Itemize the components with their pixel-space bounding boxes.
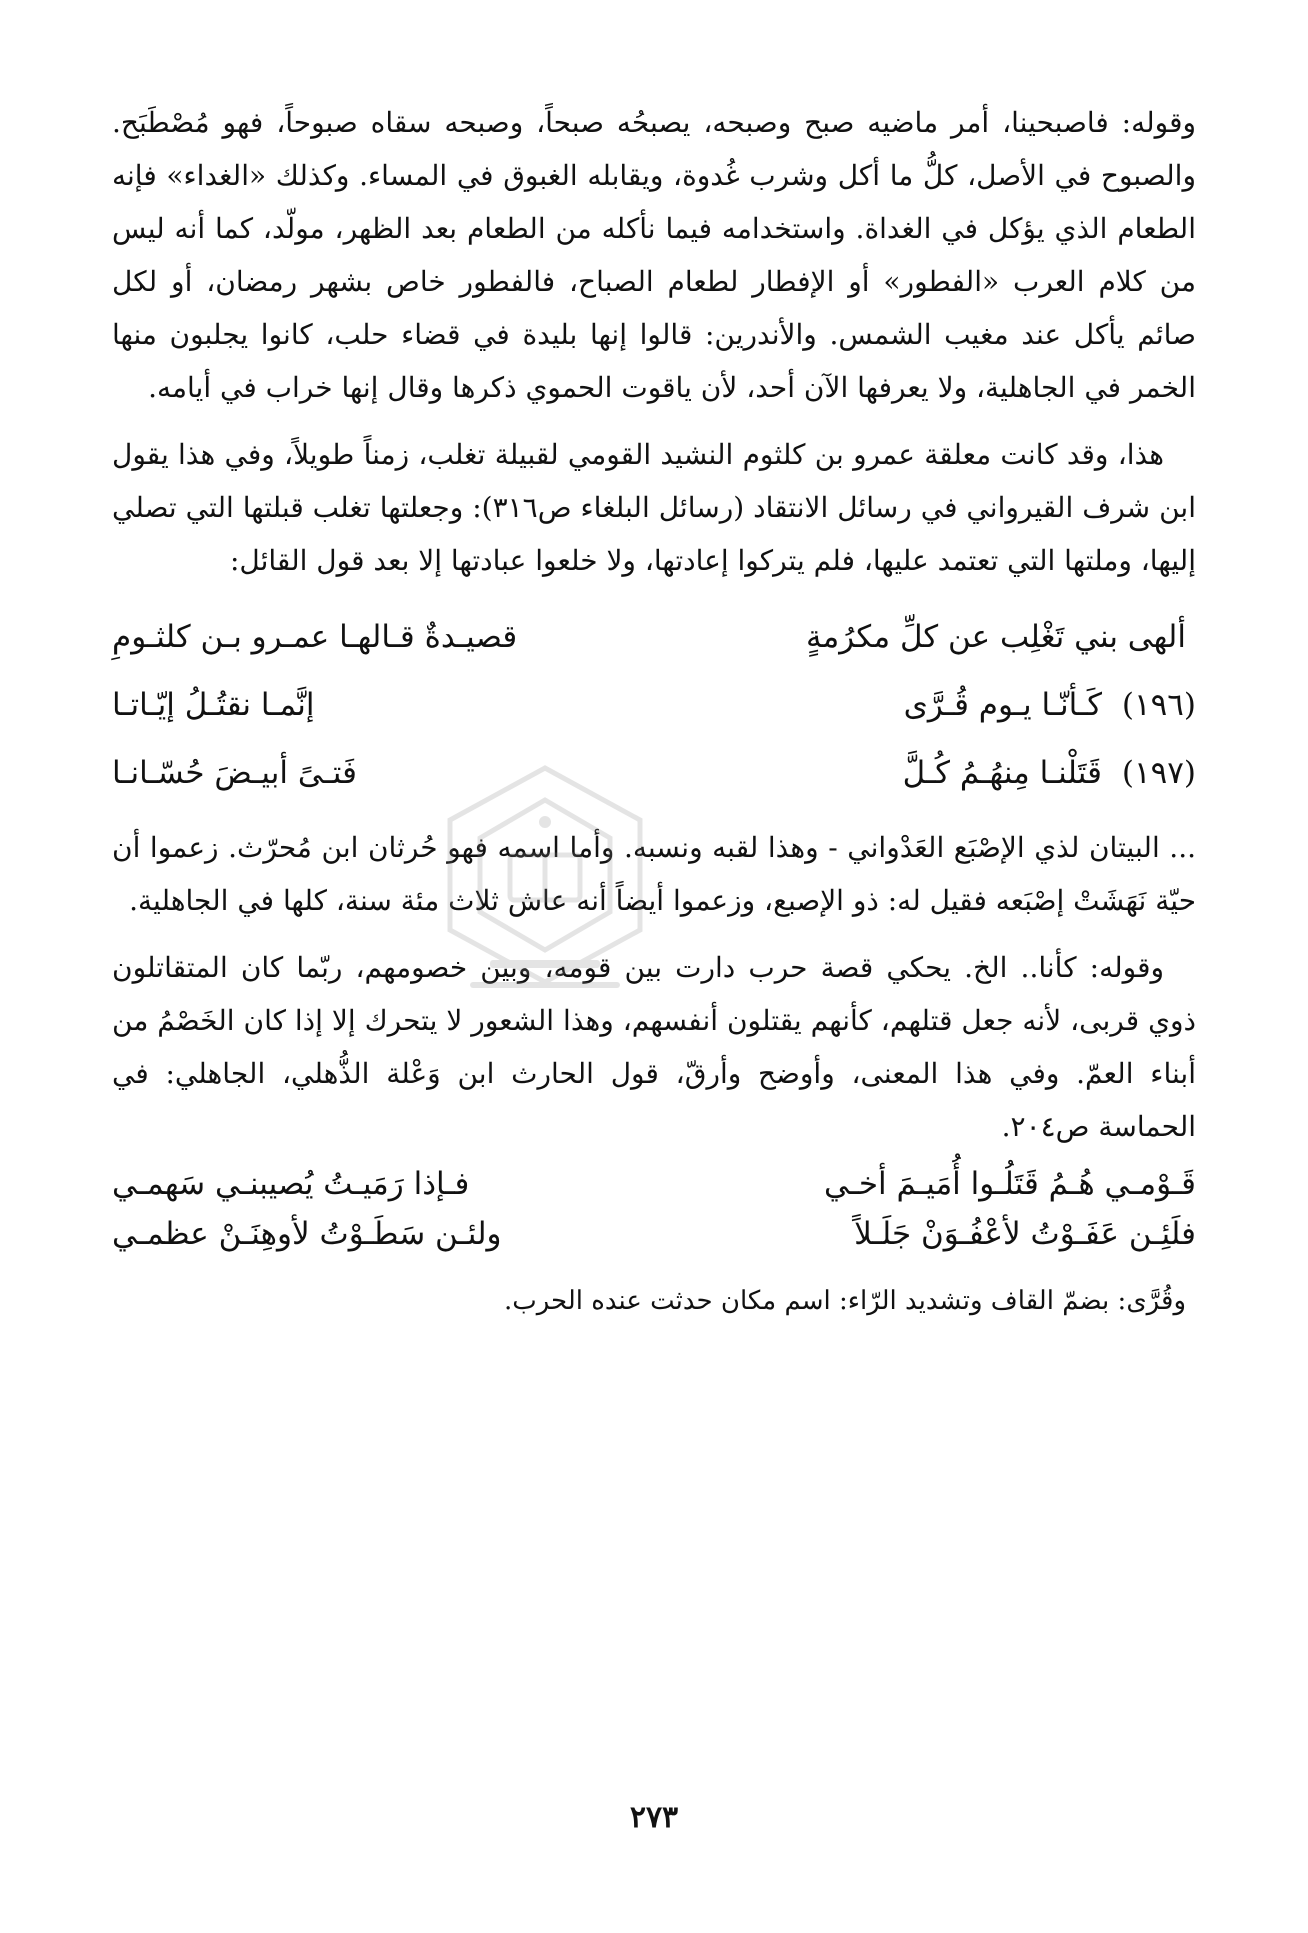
footnote: وقُرَّى: بضمّ القاف وتشديد الرّاء: اسم مكان حدثت عنده الحرب.	[503, 1286, 1186, 1316]
paragraph-sabuh: وقوله: فاصبحينا، أمر ماضيه صبح وصبحه، يصبحُه صبحاً، وصبحه سقاه صبوحاً، فهو مُصْطَبَح. والصبوح في الأصل، كلُّ ما أكل وشرب غُدوة، ويقابله الغبوق في المساء. وكذلك «الغداء» فإنه الطعام الذي يؤكل في الغداة. واستخدامه فيما نأكله من الطعام بعد الظهر، مولّد، كما أنه ليس من كلام العرب «الفطور» أو الإفطار لطعام الصباح، فالفطور خاص بشهر رمضان، أو لكل صائم يأكل عند مغيب الشمس. والأندرين: قالوا إنها بليدة في قضاء حلب، كانوا يجلبون منها الخمر في الجاهلية، ولا يعرفها الآن أحد، لأن ياقوت الحموي ذكرها وقال إنها خراب في أيامه.	[112, 106, 1196, 404]
verse-block-harith	[112, 1159, 1196, 1259]
verse-line	[112, 603, 1196, 671]
verse-number: (١٩٧)	[1121, 755, 1196, 791]
verse-line	[112, 1209, 1196, 1259]
verse-hemistich-right: قَـوْمـي هُـمُ قَتَلُـوا أُمَيـمَ أخـي	[823, 1166, 1196, 1202]
verse-hemistich-right: فلَئِـن عَفَـوْتُ لأعْفُـوَنْ جَلَـلاً	[854, 1216, 1196, 1252]
verse-block-amr	[112, 603, 1196, 807]
verse-hemistich-left: قصيـدةٌ قـالهـا عمـرو بـن كلثـومِ	[112, 619, 518, 655]
verse-hemistich-right: كَـأنّـا يـوم قُـرَّى	[903, 687, 1102, 723]
verse-hemistich-left: ولئـن سَطَـوْتُ لأوهِنَـنْ عظمـي	[112, 1216, 502, 1252]
verse-line	[112, 1159, 1196, 1209]
paragraph-muallaqa: هذا، وقد كانت معلقة عمرو بن كلثوم النشيد القومي لقبيلة تغلب، زمناً طويلاً، وفي هذا يقول ابن شرف القيرواني في رسائل الانتقاد (رسائل البلغاء ص٣١٦): وجعلتها تغلب قبلتها التي تصلي إليها، وملتها التي تعتمد عليها، فلم يتركوا إعادتها، ولا خلعوا عبادتها إلا بعد قول القائل:	[112, 438, 1197, 577]
verse-hemistich-right: قَتَلْنـا مِنهُـمُ كُـلَّ	[902, 755, 1102, 791]
verse-hemistich-left: فَتـىً أبيـضَ حُسّـانـا	[112, 755, 357, 791]
paragraph-kanna: وقوله: كأنا.. الخ. يحكي قصة حرب دارت بين قومه، وبين خصومهم، ربّما كان المتقاتلون ذوي قربى، لأنه جعل قتلهم، كأنهم يقتلون أنفسهم، وهذا الشعور لا يتحرك إلا إذا كان الخَصْمُ من أبناء العمّ. وفي هذا المعنى، وأوضح وأرقّ، قول الحارث ابن وَعْلة الذُّهلي، الجاهلي: في الحماسة ص٢٠٤.	[112, 951, 1196, 1143]
verse-number: (١٩٦)	[1121, 687, 1196, 723]
paragraph-dhul-isba: ... البيتان لذي الإصْبَع العَدْواني - وهذا لقبه ونسبه. وأما اسمه فهو حُرثان ابن مُحرّث. زعموا أن حيّة نَهَشَتْ إصْبَعه فقيل له: ذو الإصبع، وزعموا أيضاً أنه عاش ثلاث مئة سنة، كلها في الجاهلية.	[112, 831, 1196, 917]
verse-hemistich-left: إنَّمـا نقتُـلُ إيّـاتـا	[112, 687, 315, 723]
verse-line	[112, 671, 1196, 739]
verse-hemistich-left: فـإذا رَمَيـتُ يُصيبنـي سَهمـي	[112, 1166, 470, 1202]
verse-line	[112, 739, 1196, 807]
page-number: ٢٧٣	[629, 1800, 679, 1835]
verse-hemistich-right: ألهى بني تَغْلِب عن كلِّ مكرُمةٍ	[806, 619, 1186, 655]
